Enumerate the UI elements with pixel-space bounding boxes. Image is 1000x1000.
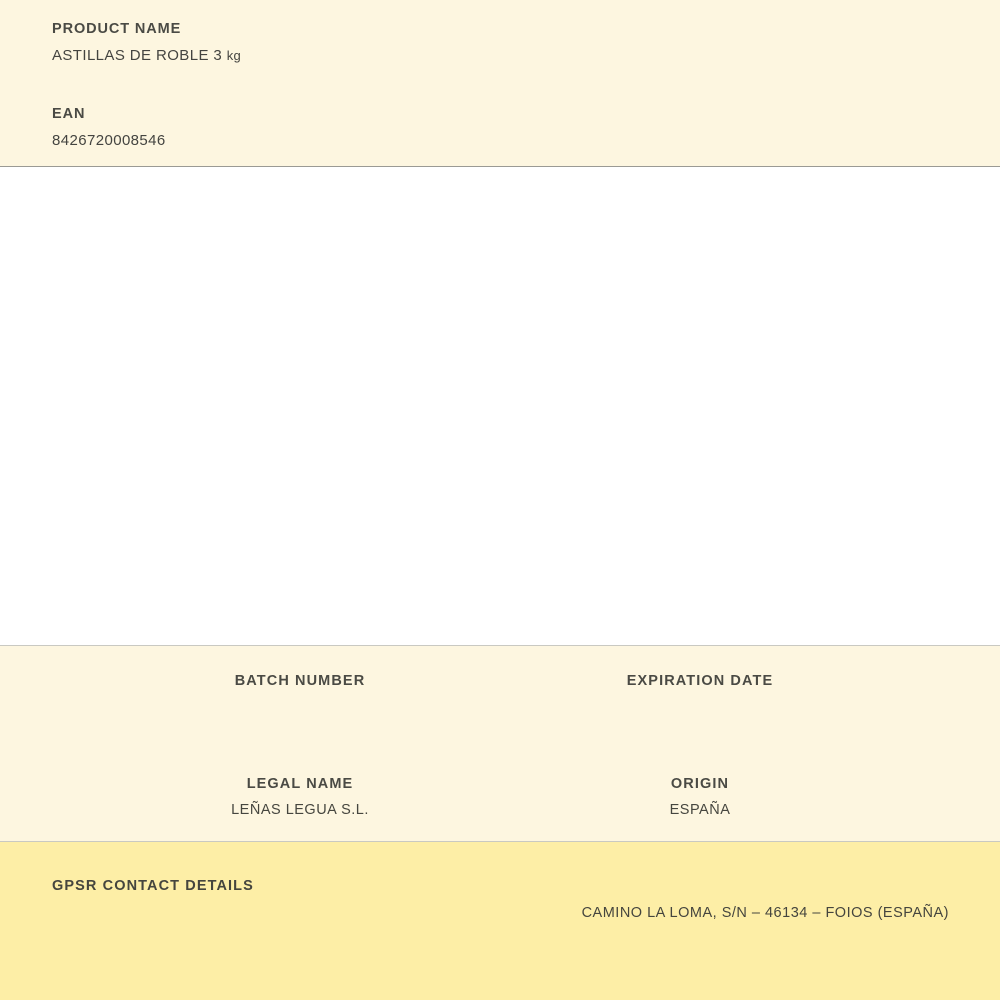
product-identity-block [0,0,1000,167]
gpsr-contact-label: GPSR CONTACT DETAILS [52,878,254,894]
product-name-text: ASTILLAS DE ROBLE 3 [52,46,223,64]
gpsr-contact-block [0,842,1000,1000]
expiration-date-cell [500,673,900,715]
expiration-date-value [500,698,900,715]
legal-name-cell [100,776,500,819]
origin-value: ESPAÑA [669,801,731,818]
legal-name-label: LEGAL NAME [246,776,354,793]
legal-name-value: LEÑAS LEGUA S.L. [231,801,369,818]
product-image-area [0,167,1000,646]
batch-number-label: BATCH NUMBER [234,673,366,689]
product-name-label: PRODUCT NAME [52,21,182,37]
origin-label: ORIGIN [670,776,730,793]
batch-number-cell [100,673,500,715]
ean-field [0,107,1000,150]
product-name-field [0,22,1000,65]
ean-value: 8426720008546 [52,131,166,149]
product-name-value [52,47,1000,65]
ean-label: EAN [52,105,86,122]
traceability-block [0,646,1000,842]
traceability-row-1 [0,673,1000,715]
expiration-date-label: EXPIRATION DATE [626,673,774,689]
product-name-unit: kg [226,47,241,63]
traceability-row-2 [0,776,1000,819]
spacer [0,65,1000,107]
gpsr-contact-address: CAMINO LA LOMA, S/N – 46134 – FOIOS (ESPAÑA) [581,905,949,921]
origin-cell [500,776,900,819]
batch-number-value [100,698,500,715]
